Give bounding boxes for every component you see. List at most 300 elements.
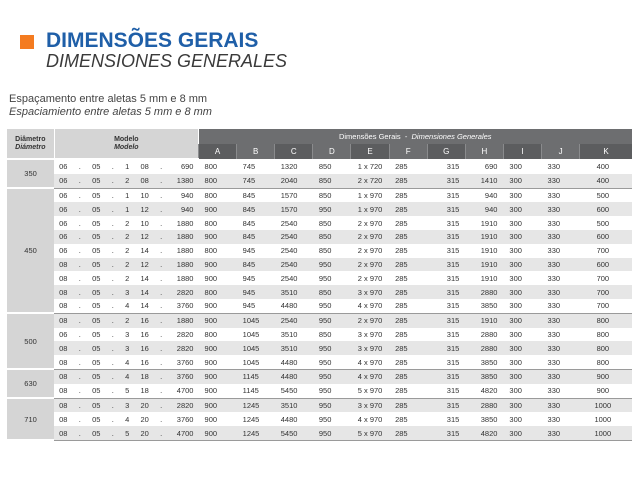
model-part: . bbox=[160, 372, 163, 382]
diameter-header-pt: Diâmetro bbox=[15, 135, 46, 143]
value-cell-b: 1245 bbox=[237, 398, 275, 412]
model-part: 2820 bbox=[176, 343, 194, 353]
value-cell-b: 1245 bbox=[237, 426, 275, 440]
value-cell-a: 900 bbox=[199, 271, 237, 285]
model-cell bbox=[54, 299, 198, 313]
value-cell-j: 330 bbox=[542, 159, 580, 174]
value-cell-f: 285 bbox=[389, 244, 427, 258]
model-part: 2 bbox=[125, 246, 130, 256]
value-cell-e: 3 x 970 bbox=[351, 328, 389, 342]
model-cell bbox=[54, 426, 198, 440]
value-cell-b: 1145 bbox=[237, 369, 275, 383]
model-part: . bbox=[160, 204, 163, 214]
value-cell-k: 900 bbox=[580, 369, 632, 383]
dims-header-sep: - bbox=[404, 132, 408, 141]
column-header-f: F bbox=[389, 144, 427, 159]
value-cell-h: 2880 bbox=[465, 285, 503, 299]
value-cell-f: 285 bbox=[389, 271, 427, 285]
value-cell-h: 3850 bbox=[465, 355, 503, 369]
model-cell bbox=[54, 313, 198, 327]
model-part: . bbox=[111, 259, 114, 269]
model-part: 06 bbox=[59, 246, 68, 256]
model-part: . bbox=[78, 400, 81, 410]
value-cell-d: 850 bbox=[313, 174, 351, 188]
model-cell bbox=[54, 159, 198, 174]
value-cell-c: 1570 bbox=[275, 202, 313, 216]
value-cell-b: 845 bbox=[237, 258, 275, 272]
value-cell-h: 4820 bbox=[465, 384, 503, 398]
model-part: 690 bbox=[180, 162, 194, 172]
value-cell-d: 950 bbox=[313, 313, 351, 327]
value-cell-f: 285 bbox=[389, 341, 427, 355]
value-cell-i: 300 bbox=[503, 426, 541, 440]
value-cell-h: 1910 bbox=[465, 313, 503, 327]
value-cell-k: 800 bbox=[580, 328, 632, 342]
model-part: 16 bbox=[140, 316, 149, 326]
value-cell-i: 300 bbox=[503, 202, 541, 216]
value-cell-d: 850 bbox=[313, 328, 351, 342]
value-cell-g: 315 bbox=[427, 313, 465, 327]
model-part: 20 bbox=[140, 414, 149, 424]
model-part: 05 bbox=[92, 287, 101, 297]
diameter-cell: 450 bbox=[7, 188, 54, 313]
dims-header-pt: Dimensões Gerais bbox=[338, 132, 401, 141]
value-cell-d: 950 bbox=[313, 412, 351, 426]
model-part: . bbox=[78, 372, 81, 382]
model-part: 3 bbox=[125, 343, 130, 353]
column-header-h: H bbox=[465, 144, 503, 159]
table-row bbox=[7, 426, 632, 440]
value-cell-a: 900 bbox=[199, 369, 237, 383]
model-part: 08 bbox=[59, 343, 68, 353]
table-row bbox=[7, 230, 632, 244]
model-part: 4 bbox=[125, 357, 130, 367]
column-header-e: E bbox=[351, 144, 389, 159]
model-cell bbox=[54, 412, 198, 426]
value-cell-f: 285 bbox=[389, 398, 427, 412]
diameter-header-es: Diámetro bbox=[15, 143, 46, 151]
value-cell-k: 700 bbox=[580, 299, 632, 313]
dims-header-es: Dimensiones Generales bbox=[411, 132, 492, 141]
model-part: 08 bbox=[59, 301, 68, 311]
model-part: 05 bbox=[92, 357, 101, 367]
model-part: 18 bbox=[140, 386, 149, 396]
model-part: 10 bbox=[140, 190, 149, 200]
model-part: . bbox=[160, 232, 163, 242]
diameter-cell: 710 bbox=[7, 398, 54, 440]
value-cell-c: 4480 bbox=[275, 412, 313, 426]
model-cell bbox=[54, 328, 198, 342]
model-part: . bbox=[160, 287, 163, 297]
model-part: 18 bbox=[140, 372, 149, 382]
model-part: . bbox=[160, 259, 163, 269]
value-cell-f: 285 bbox=[389, 369, 427, 383]
value-cell-j: 330 bbox=[542, 271, 580, 285]
value-cell-b: 845 bbox=[237, 230, 275, 244]
value-cell-e: 2 x 720 bbox=[351, 174, 389, 188]
model-part: 2 bbox=[125, 273, 130, 283]
value-cell-d: 950 bbox=[313, 398, 351, 412]
model-part: 06 bbox=[59, 232, 68, 242]
model-part: 1 bbox=[125, 204, 130, 214]
value-cell-i: 300 bbox=[503, 299, 541, 313]
model-part: . bbox=[78, 232, 81, 242]
model-part: 05 bbox=[92, 343, 101, 353]
model-part: . bbox=[160, 190, 163, 200]
value-cell-f: 285 bbox=[389, 313, 427, 327]
model-part: 5 bbox=[125, 386, 130, 396]
value-cell-c: 2540 bbox=[275, 271, 313, 285]
value-cell-d: 950 bbox=[313, 355, 351, 369]
value-cell-c: 2540 bbox=[275, 216, 313, 230]
value-cell-d: 950 bbox=[313, 258, 351, 272]
model-part: 05 bbox=[92, 246, 101, 256]
model-part: 14 bbox=[140, 287, 149, 297]
model-part: 08 bbox=[59, 372, 68, 382]
model-part: . bbox=[160, 218, 163, 228]
value-cell-e: 3 x 970 bbox=[351, 398, 389, 412]
model-part: 1880 bbox=[176, 218, 194, 228]
value-cell-h: 2880 bbox=[465, 398, 503, 412]
model-part: 1880 bbox=[176, 246, 194, 256]
value-cell-h: 3850 bbox=[465, 412, 503, 426]
model-part: . bbox=[160, 176, 163, 186]
model-part: 08 bbox=[59, 357, 68, 367]
model-part: . bbox=[111, 190, 114, 200]
value-cell-h: 1910 bbox=[465, 258, 503, 272]
value-cell-f: 285 bbox=[389, 174, 427, 188]
value-cell-i: 300 bbox=[503, 355, 541, 369]
value-cell-b: 1045 bbox=[237, 328, 275, 342]
value-cell-e: 2 x 970 bbox=[351, 244, 389, 258]
table-row bbox=[7, 202, 632, 216]
model-part: 1880 bbox=[176, 259, 194, 269]
value-cell-e: 4 x 970 bbox=[351, 412, 389, 426]
model-part: 08 bbox=[59, 287, 68, 297]
model-part: 2 bbox=[125, 259, 130, 269]
model-part: 1880 bbox=[176, 273, 194, 283]
model-cell bbox=[54, 258, 198, 272]
value-cell-c: 2540 bbox=[275, 230, 313, 244]
value-cell-j: 330 bbox=[542, 188, 580, 202]
model-part: . bbox=[111, 232, 114, 242]
model-part: 3760 bbox=[176, 357, 194, 367]
value-cell-g: 315 bbox=[427, 341, 465, 355]
value-cell-h: 1910 bbox=[465, 271, 503, 285]
value-cell-b: 745 bbox=[237, 174, 275, 188]
value-cell-e: 3 x 970 bbox=[351, 341, 389, 355]
value-cell-f: 285 bbox=[389, 159, 427, 174]
value-cell-k: 600 bbox=[580, 202, 632, 216]
value-cell-a: 900 bbox=[199, 202, 237, 216]
value-cell-h: 1910 bbox=[465, 230, 503, 244]
column-header-d: D bbox=[313, 144, 351, 159]
model-cell bbox=[54, 369, 198, 383]
model-part: 4 bbox=[125, 372, 130, 382]
value-cell-h: 940 bbox=[465, 202, 503, 216]
value-cell-k: 600 bbox=[580, 258, 632, 272]
model-cell bbox=[54, 244, 198, 258]
value-cell-i: 300 bbox=[503, 398, 541, 412]
value-cell-g: 315 bbox=[427, 355, 465, 369]
table-row bbox=[7, 271, 632, 285]
value-cell-g: 315 bbox=[427, 258, 465, 272]
value-cell-c: 1570 bbox=[275, 188, 313, 202]
value-cell-e: 4 x 970 bbox=[351, 369, 389, 383]
model-part: . bbox=[78, 329, 81, 339]
value-cell-k: 700 bbox=[580, 271, 632, 285]
value-cell-i: 300 bbox=[503, 285, 541, 299]
value-cell-j: 330 bbox=[542, 313, 580, 327]
model-part: . bbox=[111, 343, 114, 353]
model-part: 3760 bbox=[176, 301, 194, 311]
model-part: . bbox=[111, 287, 114, 297]
value-cell-e: 1 x 970 bbox=[351, 188, 389, 202]
model-part: . bbox=[78, 190, 81, 200]
value-cell-g: 315 bbox=[427, 230, 465, 244]
model-part: . bbox=[160, 400, 163, 410]
value-cell-g: 315 bbox=[427, 384, 465, 398]
model-part: 08 bbox=[59, 400, 68, 410]
value-cell-b: 845 bbox=[237, 216, 275, 230]
value-cell-k: 1000 bbox=[580, 398, 632, 412]
model-part: 10 bbox=[140, 218, 149, 228]
orange-square-icon bbox=[20, 35, 34, 49]
page-subtitle: DIMENSIONES GENERALES bbox=[46, 51, 288, 71]
model-part: 06 bbox=[59, 204, 68, 214]
column-header-c: C bbox=[275, 144, 313, 159]
fin-spacing-pt: Espaçamento entre aletas 5 mm e 8 mm bbox=[9, 93, 208, 105]
value-cell-k: 1000 bbox=[580, 412, 632, 426]
model-part: . bbox=[78, 287, 81, 297]
value-cell-b: 845 bbox=[237, 202, 275, 216]
value-cell-b: 1045 bbox=[237, 313, 275, 327]
model-part: . bbox=[160, 386, 163, 396]
value-cell-k: 900 bbox=[580, 384, 632, 398]
value-cell-d: 950 bbox=[313, 384, 351, 398]
model-part: 12 bbox=[140, 232, 149, 242]
value-cell-d: 850 bbox=[313, 216, 351, 230]
value-cell-h: 2880 bbox=[465, 341, 503, 355]
model-part: 14 bbox=[140, 246, 149, 256]
value-cell-i: 300 bbox=[503, 258, 541, 272]
dimensions-table bbox=[7, 129, 632, 441]
table-row bbox=[7, 369, 632, 383]
value-cell-e: 2 x 970 bbox=[351, 216, 389, 230]
model-part: . bbox=[111, 329, 114, 339]
value-cell-d: 950 bbox=[313, 426, 351, 440]
table-row bbox=[7, 412, 632, 426]
value-cell-f: 285 bbox=[389, 230, 427, 244]
model-part: 08 bbox=[59, 386, 68, 396]
model-part: . bbox=[160, 357, 163, 367]
value-cell-c: 4480 bbox=[275, 355, 313, 369]
value-cell-a: 900 bbox=[199, 398, 237, 412]
value-cell-d: 950 bbox=[313, 341, 351, 355]
model-part: . bbox=[160, 329, 163, 339]
value-cell-j: 330 bbox=[542, 384, 580, 398]
value-cell-a: 800 bbox=[199, 328, 237, 342]
table-row bbox=[7, 328, 632, 342]
model-part: . bbox=[111, 204, 114, 214]
value-cell-e: 5 x 970 bbox=[351, 426, 389, 440]
model-part: 05 bbox=[92, 428, 101, 438]
value-cell-c: 2540 bbox=[275, 313, 313, 327]
value-cell-g: 315 bbox=[427, 398, 465, 412]
value-cell-g: 315 bbox=[427, 285, 465, 299]
value-cell-i: 300 bbox=[503, 313, 541, 327]
model-part: 05 bbox=[92, 316, 101, 326]
model-cell bbox=[54, 355, 198, 369]
value-cell-f: 285 bbox=[389, 299, 427, 313]
value-cell-e: 3 x 970 bbox=[351, 285, 389, 299]
value-cell-i: 300 bbox=[503, 328, 541, 342]
model-part: 06 bbox=[59, 218, 68, 228]
value-cell-j: 330 bbox=[542, 341, 580, 355]
model-part: 2 bbox=[125, 218, 130, 228]
table-row bbox=[7, 258, 632, 272]
column-header-j: J bbox=[542, 144, 580, 159]
model-part: 05 bbox=[92, 176, 101, 186]
model-part: . bbox=[111, 218, 114, 228]
value-cell-j: 330 bbox=[542, 426, 580, 440]
model-part: . bbox=[111, 400, 114, 410]
value-cell-g: 315 bbox=[427, 412, 465, 426]
value-cell-f: 285 bbox=[389, 202, 427, 216]
value-cell-c: 2040 bbox=[275, 174, 313, 188]
value-cell-g: 315 bbox=[427, 188, 465, 202]
value-cell-c: 1320 bbox=[275, 159, 313, 174]
value-cell-a: 900 bbox=[199, 355, 237, 369]
model-cell bbox=[54, 398, 198, 412]
model-part: . bbox=[160, 343, 163, 353]
value-cell-a: 800 bbox=[199, 174, 237, 188]
value-cell-f: 285 bbox=[389, 426, 427, 440]
model-part: 16 bbox=[140, 357, 149, 367]
value-cell-k: 800 bbox=[580, 355, 632, 369]
model-part: 4700 bbox=[176, 386, 194, 396]
model-header bbox=[54, 129, 198, 159]
value-cell-h: 690 bbox=[465, 159, 503, 174]
value-cell-a: 900 bbox=[199, 230, 237, 244]
model-part: 3760 bbox=[176, 372, 194, 382]
value-cell-f: 285 bbox=[389, 285, 427, 299]
column-header-i: I bbox=[503, 144, 541, 159]
model-part: . bbox=[78, 218, 81, 228]
value-cell-i: 300 bbox=[503, 188, 541, 202]
value-cell-c: 3510 bbox=[275, 285, 313, 299]
model-cell bbox=[54, 216, 198, 230]
model-part: . bbox=[160, 162, 163, 172]
value-cell-f: 285 bbox=[389, 355, 427, 369]
model-part: 05 bbox=[92, 190, 101, 200]
value-cell-b: 945 bbox=[237, 299, 275, 313]
value-cell-e: 5 x 970 bbox=[351, 384, 389, 398]
value-cell-j: 330 bbox=[542, 230, 580, 244]
column-header-k: K bbox=[580, 144, 632, 159]
value-cell-c: 4480 bbox=[275, 299, 313, 313]
model-part: 3 bbox=[125, 287, 130, 297]
value-cell-a: 900 bbox=[199, 412, 237, 426]
value-cell-d: 850 bbox=[313, 244, 351, 258]
value-cell-b: 1245 bbox=[237, 412, 275, 426]
model-part: 05 bbox=[92, 162, 101, 172]
model-part: . bbox=[111, 273, 114, 283]
model-part: 2 bbox=[125, 176, 130, 186]
value-cell-i: 300 bbox=[503, 244, 541, 258]
model-cell bbox=[54, 174, 198, 188]
model-part: 05 bbox=[92, 273, 101, 283]
model-part: 05 bbox=[92, 329, 101, 339]
model-part: . bbox=[160, 428, 163, 438]
value-cell-a: 800 bbox=[199, 159, 237, 174]
model-part: . bbox=[160, 246, 163, 256]
model-part: . bbox=[78, 273, 81, 283]
model-header-es: Modelo bbox=[114, 143, 139, 151]
value-cell-f: 285 bbox=[389, 216, 427, 230]
model-part: 1380 bbox=[176, 176, 194, 186]
value-cell-j: 330 bbox=[542, 216, 580, 230]
value-cell-d: 850 bbox=[313, 230, 351, 244]
model-part: 4700 bbox=[176, 428, 194, 438]
model-part: 3 bbox=[125, 400, 130, 410]
value-cell-a: 900 bbox=[199, 426, 237, 440]
value-cell-j: 330 bbox=[542, 355, 580, 369]
model-part: 05 bbox=[92, 218, 101, 228]
table-body bbox=[7, 159, 632, 440]
value-cell-a: 800 bbox=[199, 216, 237, 230]
model-part: 05 bbox=[92, 204, 101, 214]
value-cell-h: 2880 bbox=[465, 328, 503, 342]
value-cell-j: 330 bbox=[542, 244, 580, 258]
value-cell-k: 500 bbox=[580, 216, 632, 230]
table-row bbox=[7, 188, 632, 202]
value-cell-h: 3850 bbox=[465, 369, 503, 383]
model-part: 06 bbox=[59, 176, 68, 186]
value-cell-i: 300 bbox=[503, 412, 541, 426]
value-cell-j: 330 bbox=[542, 258, 580, 272]
value-cell-f: 285 bbox=[389, 188, 427, 202]
value-cell-k: 700 bbox=[580, 285, 632, 299]
model-part: 4 bbox=[125, 301, 130, 311]
value-cell-j: 330 bbox=[542, 285, 580, 299]
value-cell-e: 2 x 970 bbox=[351, 230, 389, 244]
value-cell-c: 2540 bbox=[275, 258, 313, 272]
value-cell-g: 315 bbox=[427, 216, 465, 230]
value-cell-a: 900 bbox=[199, 384, 237, 398]
model-part: 1 bbox=[125, 162, 130, 172]
model-part: . bbox=[111, 162, 114, 172]
model-part: 14 bbox=[140, 301, 149, 311]
model-part: . bbox=[78, 204, 81, 214]
value-cell-j: 330 bbox=[542, 202, 580, 216]
value-cell-e: 2 x 970 bbox=[351, 313, 389, 327]
model-cell bbox=[54, 285, 198, 299]
model-part: . bbox=[78, 176, 81, 186]
model-part: . bbox=[78, 246, 81, 256]
model-cell bbox=[54, 202, 198, 216]
value-cell-j: 330 bbox=[542, 299, 580, 313]
value-cell-g: 315 bbox=[427, 271, 465, 285]
value-cell-a: 900 bbox=[199, 341, 237, 355]
model-cell bbox=[54, 230, 198, 244]
table-row bbox=[7, 384, 632, 398]
model-part: 08 bbox=[59, 273, 68, 283]
fin-spacing-note bbox=[9, 93, 212, 119]
value-cell-g: 315 bbox=[427, 174, 465, 188]
value-cell-e: 4 x 970 bbox=[351, 299, 389, 313]
model-part: 2820 bbox=[176, 329, 194, 339]
